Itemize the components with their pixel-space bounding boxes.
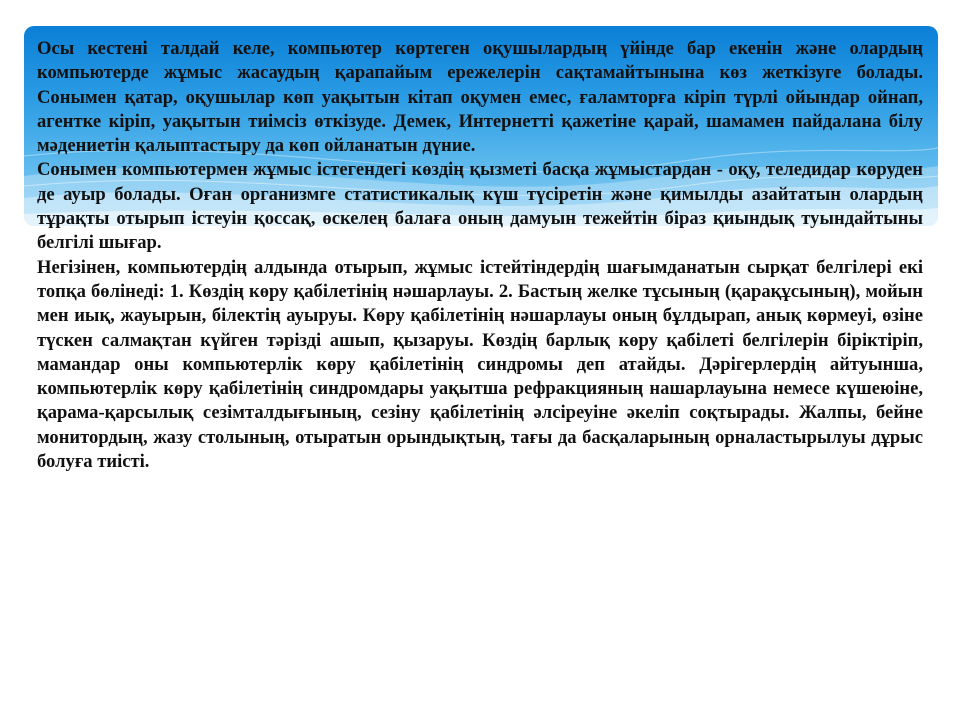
paragraph-2: Сонымен компьютермен жұмыс істегендегі көздің қызметі басқа жұмыстардан - оқу, теледидар көруден де ауыр болады. Оған организмге статистикалық күш түсіретін және қимылды азайтатын олардың тұрақты отырып істеуін қоссақ, өскелең балаға оның дамуын тежейтін біраз қиындық туындайтыны белгілі шығар.	[37, 159, 923, 254]
body-text	[37, 37, 923, 474]
paragraph-3: Негізінен, компьютердің алдында отырып, жұмыс істейтіндердің шағымданатын сырқат белгілері екі топқа бөлінеді: 1. Көздің көру қабілетінің нәшарлауы. 2. Бастың желке тұсының (қарақұсының), мойын мен иық, жауырын, білектің ауыруы. Көру қабілетінің нәшарлауы оның бұлдырап, анық көрмеуі, өзіне түскен салмақтан күйген тәрізді ашып, қызаруы. Көздің барлық көру қабілеті белгілерін біріктіріп, мамандар оны компьютерлік көру қабілетінің синдромы деп атайды. Дәрігерлердің айтуынша, компьютерлік көру қабілетінің синдромдары уақытша рефракцияның нашарлауына немесе күшеюіне, қарама-қарсылық сезімталдығының, сезіну қабілетінің әлсіреуіне әкеліп соқтырады. Жалпы, бейне монитордың, жазу столының, отыратын орындықтың, тағы да басқаларының орналастырылуы дұрыс болуға тиісті.	[37, 256, 923, 473]
paragraph-1: Осы кестені талдай келе, компьютер көртеген оқушылардың үйінде бар екенін және олардың компьютерде жұмыс жасаудың қарапайым ережелерін сақтамайтынына көз жеткізуге болады. Сонымен қатар, оқушылар көп уақытын кітап оқумен емес, ғаламторға кіріп түрлі ойындар ойнап, агентке кіріп, уақытын тиімсіз өткізуде. Демек, Интернетті қажетіне қарай, шамамен пайдалана білу мәдениетін қалыптастыру да көп ойланатын дүние.	[37, 38, 923, 157]
